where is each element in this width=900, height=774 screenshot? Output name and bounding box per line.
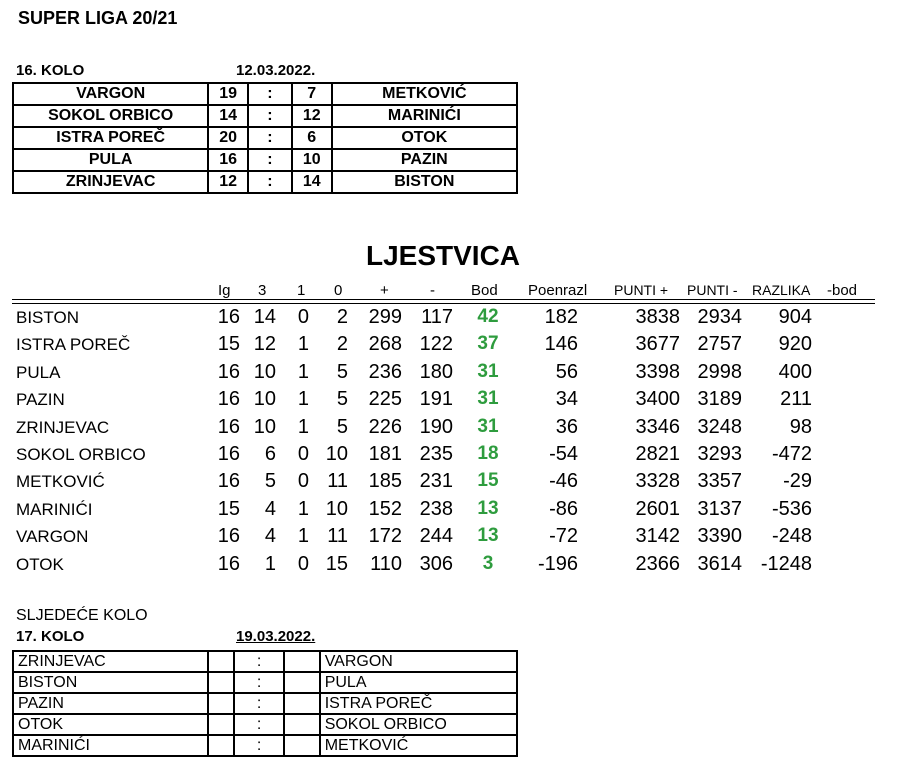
result-away-team: BISTON — [332, 171, 517, 193]
standing-punti-minus: 3248 — [697, 415, 742, 438]
standings-row — [0, 333, 900, 360]
result-home-score: 16 — [208, 149, 248, 171]
standing-losses: 5 — [336, 415, 348, 438]
header-plus: + — [380, 282, 389, 299]
standing-goals-minus: 231 — [419, 470, 453, 493]
result-row — [13, 105, 517, 127]
standing-goals-plus: 226 — [368, 415, 402, 438]
standings-row — [0, 525, 900, 552]
standing-draws: 1 — [297, 388, 309, 411]
standing-goals-plus: 152 — [368, 497, 402, 520]
result-away-team: PAZIN — [332, 149, 517, 171]
header-razlika: RAZLIKA — [752, 282, 811, 298]
standing-draws: 0 — [297, 470, 309, 493]
standing-punti-plus: 3400 — [635, 388, 680, 411]
result-separator: : — [248, 127, 292, 149]
standing-wins: 10 — [253, 360, 276, 383]
page-title: SUPER LIGA 20/21 — [18, 8, 178, 28]
result-row — [13, 83, 517, 105]
header-divider-top — [12, 299, 875, 300]
standing-games: 16 — [217, 470, 240, 493]
header-bod: Bod — [471, 282, 498, 299]
standing-team: METKOVIĆ — [16, 472, 105, 492]
result-separator: : — [248, 105, 292, 127]
fixture-row — [13, 735, 517, 756]
standing-games: 15 — [217, 333, 240, 356]
standing-punti-minus: 3614 — [697, 552, 742, 575]
standings-row — [0, 416, 900, 443]
standing-punti-plus: 2366 — [635, 552, 680, 575]
standing-goals-minus: 117 — [421, 306, 453, 328]
result-away-team: METKOVIĆ — [332, 83, 517, 105]
fixture-home-team: ZRINJEVAC — [13, 651, 208, 672]
standing-razlika: 98 — [789, 415, 812, 438]
fixture-home-score-blank — [208, 693, 234, 714]
header-minus: - — [430, 282, 435, 299]
standing-goals-minus: 244 — [419, 525, 453, 548]
result-home-team: VARGON — [13, 83, 208, 105]
standing-draws: 1 — [297, 333, 309, 356]
standing-team: VARGON — [16, 527, 89, 547]
standing-razlika: -472 — [771, 443, 812, 465]
result-home-team: SOKOL ORBICO — [13, 105, 208, 127]
standing-goals-minus: 122 — [419, 333, 453, 356]
standing-losses: 5 — [336, 388, 348, 411]
standing-punti-minus: 3189 — [697, 388, 742, 411]
fixture-home-team: PAZIN — [13, 693, 208, 714]
standing-punti-minus: 3293 — [697, 443, 742, 465]
standing-losses: 10 — [325, 443, 348, 465]
standing-poenrazl: 36 — [555, 415, 578, 438]
result-away-score: 6 — [292, 127, 332, 149]
standing-draws: 1 — [297, 525, 309, 548]
fixture-separator: : — [234, 714, 284, 735]
standing-games: 16 — [217, 388, 240, 411]
fixture-away-team: SOKOL ORBICO — [320, 714, 517, 735]
header-ig: Ig — [218, 282, 231, 299]
standing-team: OTOK — [16, 554, 64, 574]
fixture-home-score-blank — [208, 672, 234, 693]
standing-draws: 0 — [297, 443, 309, 465]
result-away-score: 12 — [292, 105, 332, 127]
fixture-away-score-blank — [284, 693, 320, 714]
fixture-home-score-blank — [208, 735, 234, 756]
standing-goals-minus: 235 — [419, 443, 453, 465]
standing-poenrazl: 56 — [555, 360, 578, 383]
standing-team: ZRINJEVAC — [16, 417, 110, 437]
result-home-score: 14 — [208, 105, 248, 127]
standing-poenrazl: -86 — [549, 497, 578, 520]
standing-games: 16 — [217, 443, 240, 465]
standing-goals-minus: 191 — [419, 388, 453, 411]
standing-goals-plus: 268 — [368, 333, 402, 356]
standing-punti-plus: 2601 — [635, 497, 680, 520]
standing-points: 31 — [477, 415, 499, 437]
standing-wins: 4 — [264, 497, 276, 520]
standing-punti-minus: 3357 — [697, 470, 742, 493]
standing-losses: 11 — [327, 470, 348, 493]
standing-losses: 11 — [327, 525, 348, 548]
standing-razlika: 920 — [778, 333, 812, 356]
fixture-home-team: BISTON — [13, 672, 208, 693]
header-poenrazl: Poenrazl — [528, 282, 588, 299]
standings-row — [0, 388, 900, 415]
fixture-away-score-blank — [284, 672, 320, 693]
standing-games: 16 — [217, 415, 240, 438]
standing-razlika: 904 — [778, 306, 812, 328]
standings-title: LJESTVICA — [366, 240, 521, 271]
standings-row — [0, 361, 900, 388]
standing-goals-plus: 110 — [370, 552, 402, 575]
standing-razlika: -1248 — [760, 552, 812, 575]
standing-games: 16 — [217, 552, 240, 575]
next-round-label: 17. KOLO — [16, 628, 85, 645]
standing-losses: 15 — [325, 552, 348, 575]
header-punti-minus: PUNTI - — [687, 282, 738, 298]
standing-poenrazl: 146 — [544, 333, 578, 356]
standing-draws: 0 — [297, 306, 309, 328]
standing-points: 13 — [477, 525, 499, 547]
fixture-row — [13, 672, 517, 693]
standing-punti-plus: 3677 — [635, 333, 680, 356]
standings-row — [0, 498, 900, 525]
fixture-away-score-blank — [284, 651, 320, 672]
standing-punti-plus: 3346 — [635, 415, 680, 438]
standing-goals-plus: 299 — [368, 306, 402, 328]
standing-punti-plus: 2821 — [635, 443, 680, 465]
standing-draws: 1 — [297, 360, 309, 383]
fixture-row — [13, 693, 517, 714]
standing-losses: 2 — [336, 333, 348, 356]
standing-punti-minus: 2757 — [697, 333, 742, 356]
standing-team: MARINIĆI — [16, 499, 93, 519]
result-row — [13, 171, 517, 193]
standing-losses: 10 — [325, 497, 348, 520]
fixture-separator: : — [234, 651, 284, 672]
fixture-separator: : — [234, 693, 284, 714]
standing-goals-plus: 181 — [368, 443, 402, 465]
standing-team: ISTRA POREČ — [16, 335, 131, 355]
standing-punti-plus: 3142 — [635, 525, 680, 548]
standing-draws: 1 — [297, 497, 309, 520]
result-away-score: 7 — [292, 83, 332, 105]
standing-poenrazl: -54 — [549, 443, 578, 465]
standing-wins: 10 — [253, 415, 276, 438]
header-losses: 0 — [334, 282, 343, 299]
standing-team: SOKOL ORBICO — [16, 445, 146, 464]
standing-wins: 12 — [253, 333, 276, 356]
result-row — [13, 149, 517, 171]
standing-points: 13 — [477, 497, 499, 519]
standing-points: 37 — [477, 333, 499, 355]
standing-punti-plus: 3838 — [635, 306, 680, 328]
standing-points: 42 — [477, 306, 499, 327]
fixture-separator: : — [234, 735, 284, 756]
result-away-team: MARINIĆI — [332, 105, 517, 127]
standing-points: 15 — [477, 470, 499, 492]
result-separator: : — [248, 149, 292, 171]
standing-wins: 1 — [264, 552, 276, 575]
standing-team: BISTON — [16, 308, 79, 327]
standing-points: 31 — [477, 388, 499, 410]
fixture-home-score-blank — [208, 651, 234, 672]
standing-draws: 0 — [297, 552, 309, 575]
standing-punti-minus: 3137 — [697, 497, 742, 520]
fixture-separator: : — [234, 672, 284, 693]
standing-razlika: -29 — [783, 470, 812, 493]
fixture-away-team: METKOVIĆ — [320, 735, 517, 756]
result-separator: : — [248, 171, 292, 193]
standing-points: 18 — [477, 443, 499, 464]
standings-row — [0, 443, 900, 470]
next-round-date: 19.03.2022. — [236, 628, 316, 645]
standing-punti-plus: 3398 — [635, 360, 680, 383]
standing-poenrazl: -72 — [549, 525, 578, 548]
result-home-team: ZRINJEVAC — [13, 171, 208, 193]
standing-draws: 1 — [297, 415, 309, 438]
header-wins: 3 — [258, 282, 267, 299]
standing-games: 16 — [217, 306, 240, 328]
standing-poenrazl: 182 — [544, 306, 578, 328]
header-punti-plus: PUNTI + — [614, 282, 669, 298]
result-away-score: 10 — [292, 149, 332, 171]
fixture-away-team: ISTRA POREČ — [320, 693, 517, 714]
standing-losses: 2 — [336, 306, 348, 328]
standing-wins: 10 — [253, 388, 276, 411]
standing-wins: 4 — [264, 525, 276, 548]
standing-games: 16 — [217, 360, 240, 383]
standing-wins: 5 — [264, 470, 276, 493]
fixture-away-team: VARGON — [320, 651, 517, 672]
standing-punti-minus: 2934 — [697, 306, 742, 328]
last-round-date: 12.03.2022. — [236, 62, 316, 79]
fixture-row — [13, 651, 517, 672]
result-home-score: 12 — [208, 171, 248, 193]
standing-goals-plus: 172 — [368, 525, 402, 548]
fixture-row — [13, 714, 517, 735]
last-round-label: 16. KOLO — [16, 62, 85, 79]
standing-razlika: -248 — [771, 525, 812, 548]
standing-goals-plus: 236 — [368, 360, 402, 383]
last-round-results-table — [12, 82, 518, 194]
standing-goals-plus: 225 — [368, 388, 402, 411]
result-row — [13, 127, 517, 149]
standing-goals-minus: 238 — [419, 497, 453, 520]
result-home-team: PULA — [13, 149, 208, 171]
fixture-away-score-blank — [284, 735, 320, 756]
standing-points: 3 — [482, 552, 494, 574]
standing-poenrazl: 34 — [555, 388, 578, 411]
standings-row — [0, 306, 900, 333]
standing-razlika: -536 — [771, 497, 812, 520]
standing-poenrazl: -46 — [549, 470, 578, 493]
standing-games: 15 — [217, 497, 240, 520]
standing-wins: 14 — [253, 306, 276, 328]
result-home-score: 20 — [208, 127, 248, 149]
fixture-home-team: MARINIĆI — [13, 735, 208, 756]
header-divider-bottom — [12, 303, 875, 304]
result-separator: : — [248, 83, 292, 105]
result-away-team: OTOK — [332, 127, 517, 149]
standings-row — [0, 470, 900, 497]
next-round-fixtures-table — [12, 650, 518, 757]
standing-razlika: 400 — [778, 360, 812, 383]
standing-goals-minus: 180 — [419, 360, 453, 383]
fixture-home-team: OTOK — [13, 714, 208, 735]
header-draws: 1 — [297, 282, 306, 299]
standings-row — [0, 553, 900, 580]
fixture-away-score-blank — [284, 714, 320, 735]
standing-punti-minus: 3390 — [697, 525, 742, 548]
standing-razlika: 211 — [780, 388, 812, 411]
standing-team: PULA — [16, 362, 61, 382]
standing-goals-minus: 306 — [419, 552, 453, 575]
standing-team: PAZIN — [16, 390, 65, 410]
standing-poenrazl: -196 — [537, 552, 578, 575]
result-away-score: 14 — [292, 171, 332, 193]
standing-punti-minus: 2998 — [697, 360, 742, 383]
standing-points: 31 — [477, 360, 499, 382]
standing-punti-plus: 3328 — [635, 470, 680, 493]
fixture-home-score-blank — [208, 714, 234, 735]
standing-losses: 5 — [336, 360, 348, 383]
fixture-away-team: PULA — [320, 672, 517, 693]
result-home-team: ISTRA POREČ — [13, 127, 208, 149]
standing-wins: 6 — [264, 443, 276, 465]
standing-games: 16 — [217, 525, 240, 548]
standing-goals-plus: 185 — [368, 470, 402, 493]
header-minus-bod: -bod — [827, 282, 858, 299]
standing-goals-minus: 190 — [419, 415, 453, 438]
result-home-score: 19 — [208, 83, 248, 105]
next-round-heading: SLJEDEĆE KOLO — [16, 607, 148, 624]
